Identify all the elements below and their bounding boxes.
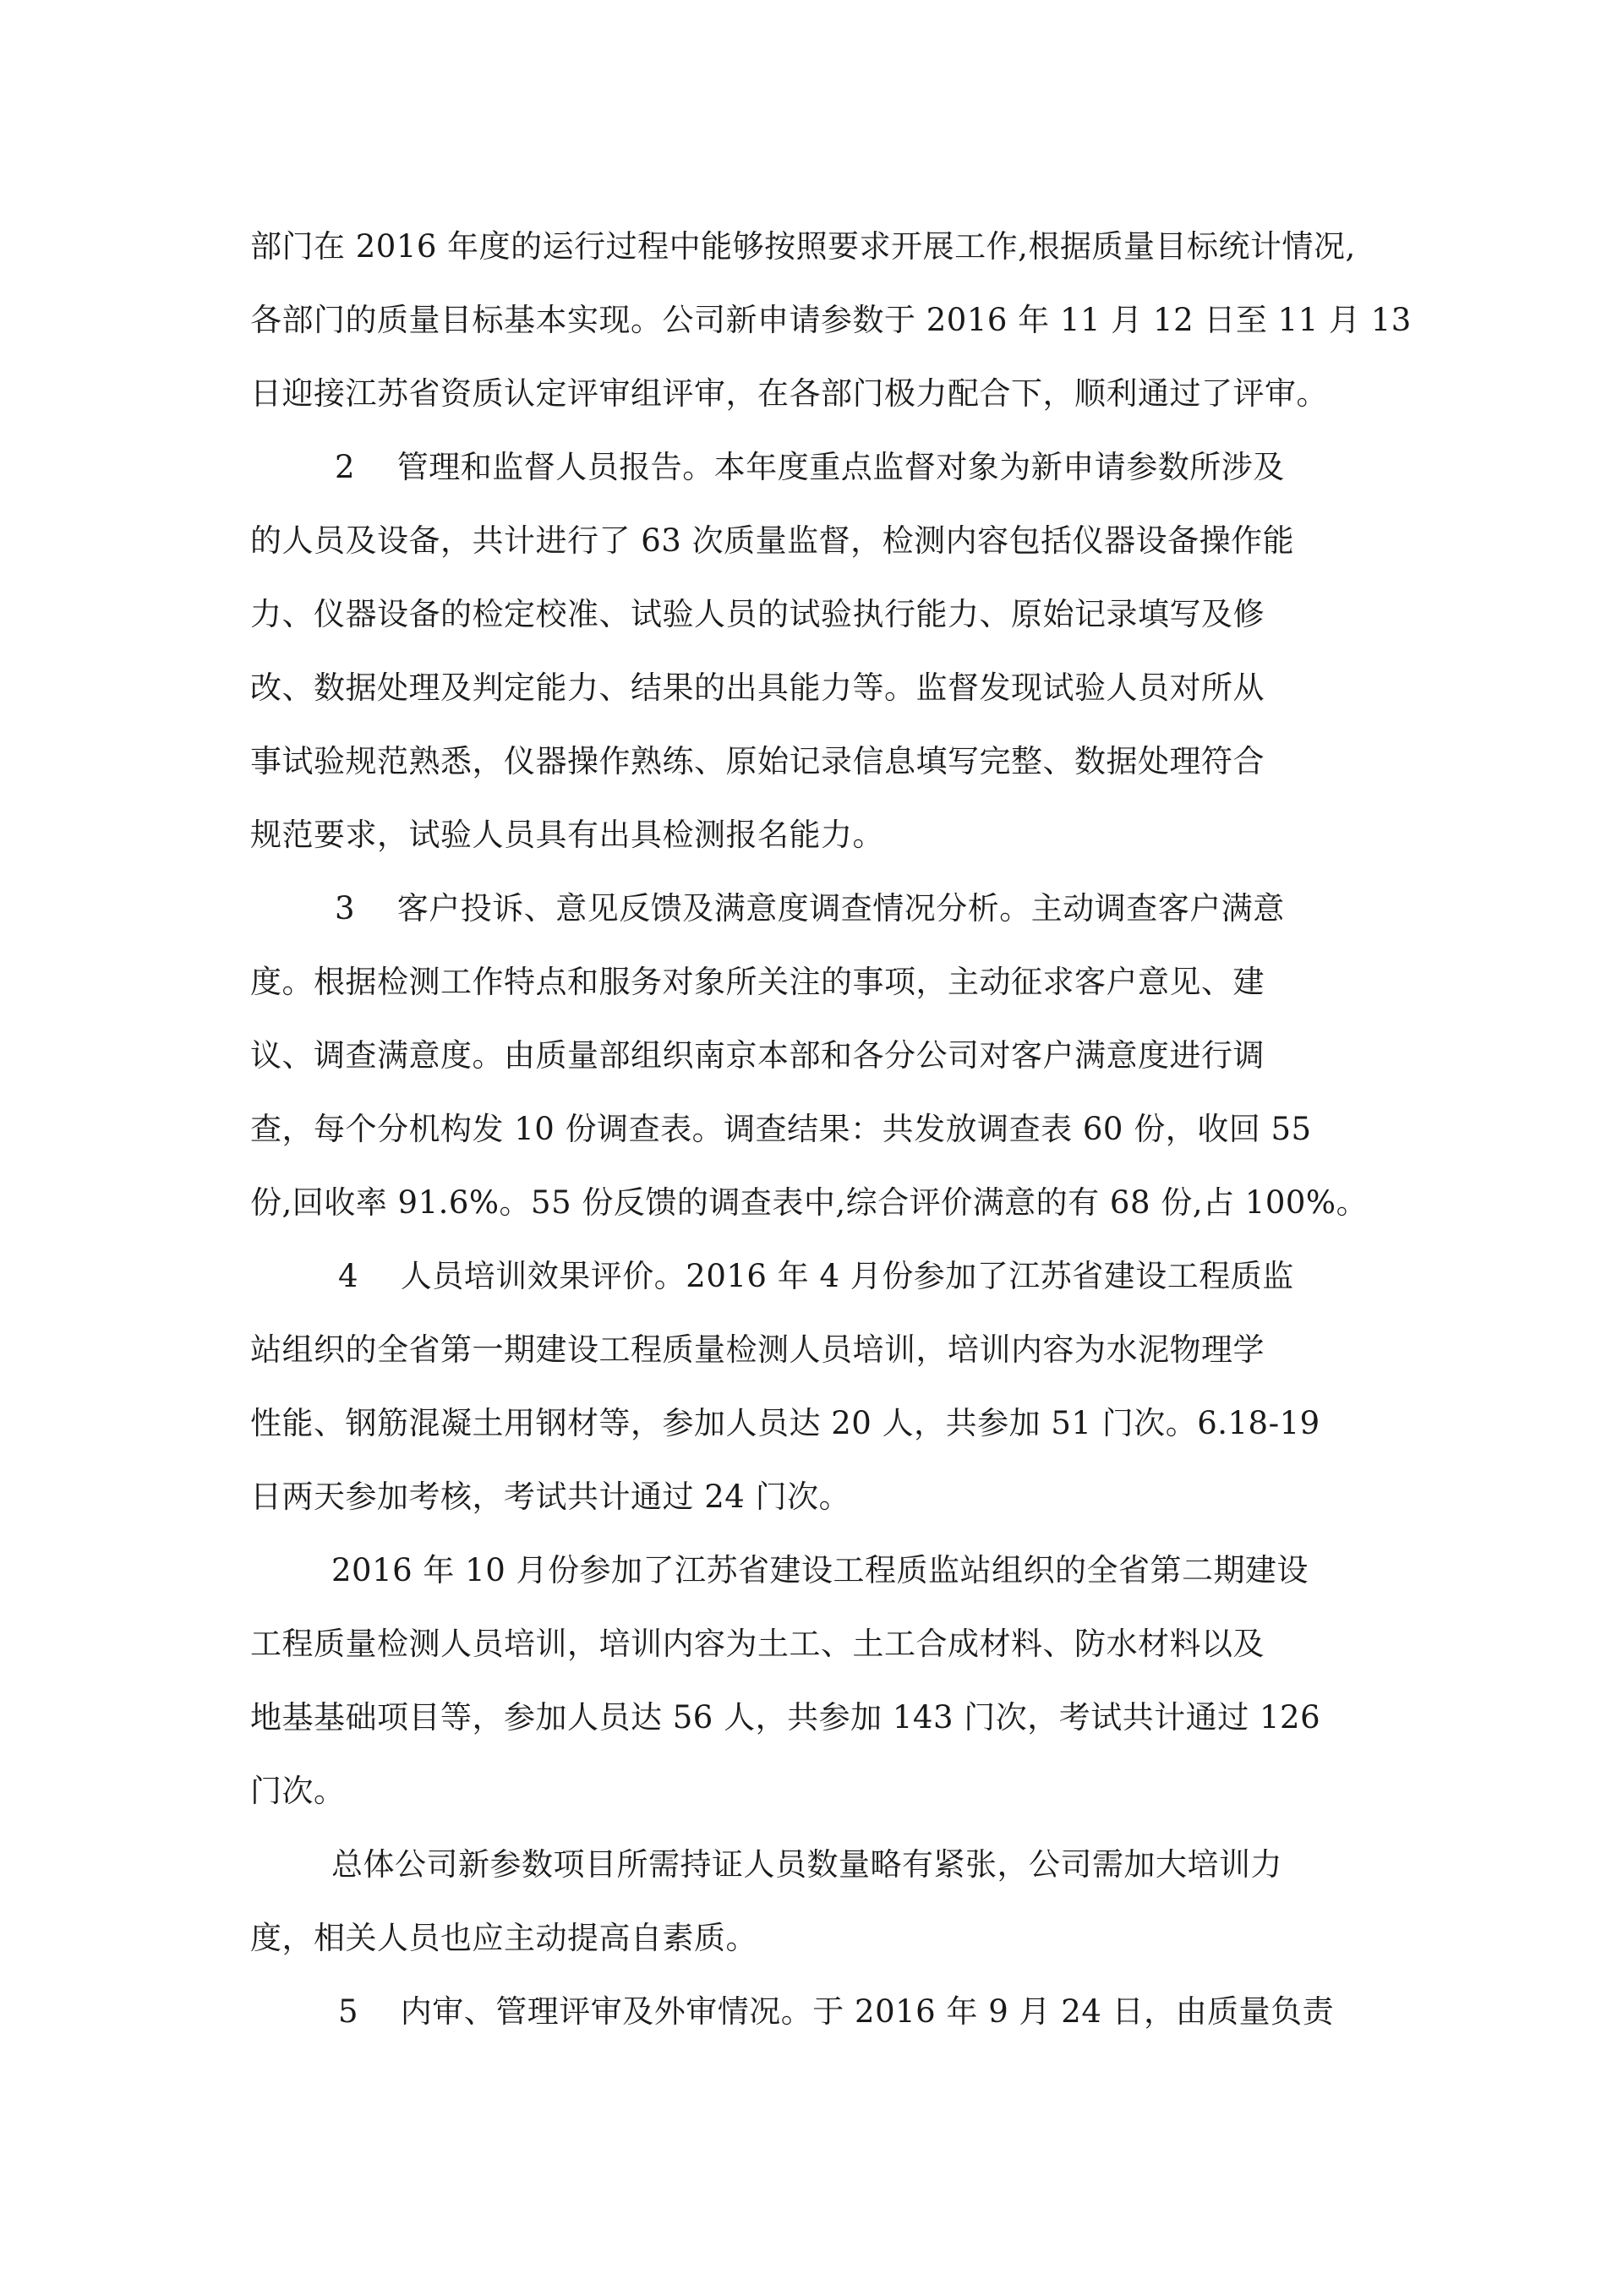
text-line: 日迎接江苏省资质认定评审组评审，在各部门极力配合下，顺利通过了评审。 [250, 375, 1328, 412]
text-line: 度，相关人员也应主动提高自素质。 [250, 1920, 757, 1956]
text-line: 度。根据检测工作特点和服务对象所关注的事项，主动征求客户意见、建 [250, 964, 1265, 1000]
text-line: 议、调查满意度。由质量部组织南京本部和各分公司对客户满意度进行调 [250, 1037, 1265, 1074]
text-line: 性能、钢筋混凝土用钢材等，参加人员达 20 人，共参加 51 门次。6.18-19 [250, 1405, 1320, 1441]
text-line: 5 内审、管理评审及外审情况。于 2016 年 9 月 24 日，由质量负责 [338, 1993, 1335, 2030]
text-line: 2 管理和监督人员报告。本年度重点监督对象为新申请参数所涉及 [335, 449, 1285, 485]
text-line: 力、仪器设备的检定校准、试验人员的试验执行能力、原始记录填写及修 [250, 596, 1265, 632]
text-line: 改、数据处理及判定能力、结果的出具能力等。监督发现试验人员对所从 [250, 670, 1265, 706]
text-line: 总体公司新参数项目所需持证人员数量略有紧张，公司需加大培训力 [331, 1846, 1282, 1883]
text-line: 份,回收率 91.6%。55 份反馈的调查表中,综合评价满意的有 68 份,占 100%。 [250, 1184, 1369, 1221]
text-line: 2016 年 10 月份参加了江苏省建设工程质监站组织的全省第二期建设 [331, 1552, 1309, 1588]
text-line: 各部门的质量目标基本实现。公司新申请参数于 2016 年 11 月 12 日至 11 月 13 [250, 302, 1412, 338]
text-line: 部门在 2016 年度的运行过程中能够按照要求开展工作,根据质量目标统计情况, [250, 228, 1356, 265]
text-line: 日两天参加考核，考试共计通过 24 门次。 [250, 1479, 851, 1515]
text-line: 工程质量检测人员培训，培训内容为土工、土工合成材料、防水材料以及 [250, 1626, 1265, 1662]
text-line: 站组织的全省第一期建设工程质量检测人员培训，培训内容为水泥物理学 [250, 1331, 1265, 1368]
text-line: 的人员及设备，共计进行了 63 次质量监督，检测内容包括仪器设备操作能 [250, 522, 1295, 559]
text-line: 4 人员培训效果评价。2016 年 4 月份参加了江苏省建设工程质监 [338, 1258, 1294, 1294]
text-line: 查，每个分机构发 10 份调查表。调查结果：共发放调查表 60 份，收回 55 [250, 1111, 1312, 1147]
text-line: 门次。 [250, 1773, 346, 1809]
text-line: 事试验规范熟悉，仪器操作熟练、原始记录信息填写完整、数据处理符合 [250, 743, 1265, 779]
text-line: 规范要求，试验人员具有出具检测报名能力。 [250, 817, 884, 853]
text-line: 3 客户投诉、意见反馈及满意度调查情况分析。主动调查客户满意 [335, 890, 1285, 927]
text-line: 地基基础项目等，参加人员达 56 人，共参加 143 门次，考试共计通过 126 [250, 1699, 1321, 1736]
